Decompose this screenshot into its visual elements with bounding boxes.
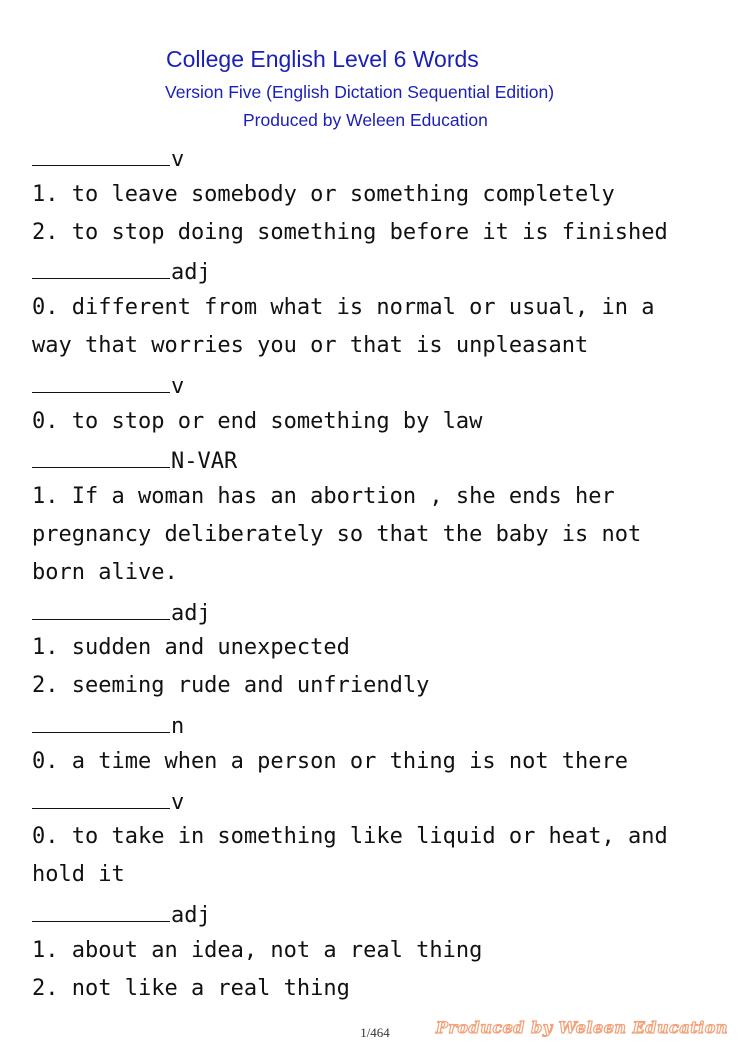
answer-blank [32, 894, 170, 922]
definition-line: 0. different from what is normal or usual, in a [32, 295, 655, 321]
definition-line: born alive. [32, 559, 178, 585]
document-producer: Produced by Weleen Education [243, 110, 488, 130]
entry-pos-line [32, 365, 732, 403]
definition-line: 1. to leave somebody or something completely [32, 181, 615, 207]
part-of-speech: adj [171, 902, 211, 928]
part-of-speech: N-VAR [171, 449, 238, 475]
definition-line: 2. to stop doing something before it is finished [32, 219, 668, 245]
entry-pos-line [32, 781, 732, 819]
answer-blank [32, 592, 170, 620]
part-of-speech: v [171, 147, 185, 172]
answer-blank [32, 781, 170, 809]
definition-line: 1. If a woman has an abortion , she ends her [32, 484, 615, 510]
definition-line: 0. a time when a person or thing is not there [32, 748, 629, 774]
answer-blank [32, 251, 170, 279]
definition-line: pregnancy deliberately so that the baby is not [32, 521, 642, 547]
answer-blank [32, 705, 170, 733]
definition-line: way that worries you or that is unpleasant [32, 332, 589, 358]
entry-pos-line [32, 440, 732, 478]
part-of-speech: adj [171, 260, 211, 286]
watermark-text: Produced by Weleen Education [435, 1018, 728, 1037]
definition-line: hold it [32, 862, 125, 888]
document-title: College English Level 6 Words [166, 46, 479, 72]
part-of-speech: v [171, 789, 185, 815]
answer-blank [32, 365, 170, 393]
page-number: 1/464 [360, 1025, 390, 1040]
definition-line: 0. to stop or end something by law [32, 408, 483, 434]
part-of-speech: v [171, 373, 185, 399]
definition-line: 2. not like a real thing [32, 975, 350, 1001]
definition-line: 1. sudden and unexpected [32, 635, 350, 661]
word-entry-list [32, 138, 732, 1007]
document-subtitle: Version Five (English Dictation Sequential Edition) [165, 82, 555, 102]
definition-line: 2. seeming rude and unfriendly [32, 673, 430, 699]
entry-pos-line [32, 251, 732, 289]
answer-blank [32, 138, 170, 166]
part-of-speech: n [171, 713, 185, 739]
definition-line: 1. about an idea, not a real thing [32, 937, 483, 963]
entry-pos-line [32, 592, 732, 630]
answer-blank [32, 440, 170, 468]
entry-pos-line [32, 705, 732, 743]
definition-line: 0. to take in something like liquid or heat, and [32, 824, 668, 850]
entry-pos-line [32, 894, 732, 932]
entry-pos-line [32, 138, 732, 176]
part-of-speech: adj [171, 600, 211, 626]
